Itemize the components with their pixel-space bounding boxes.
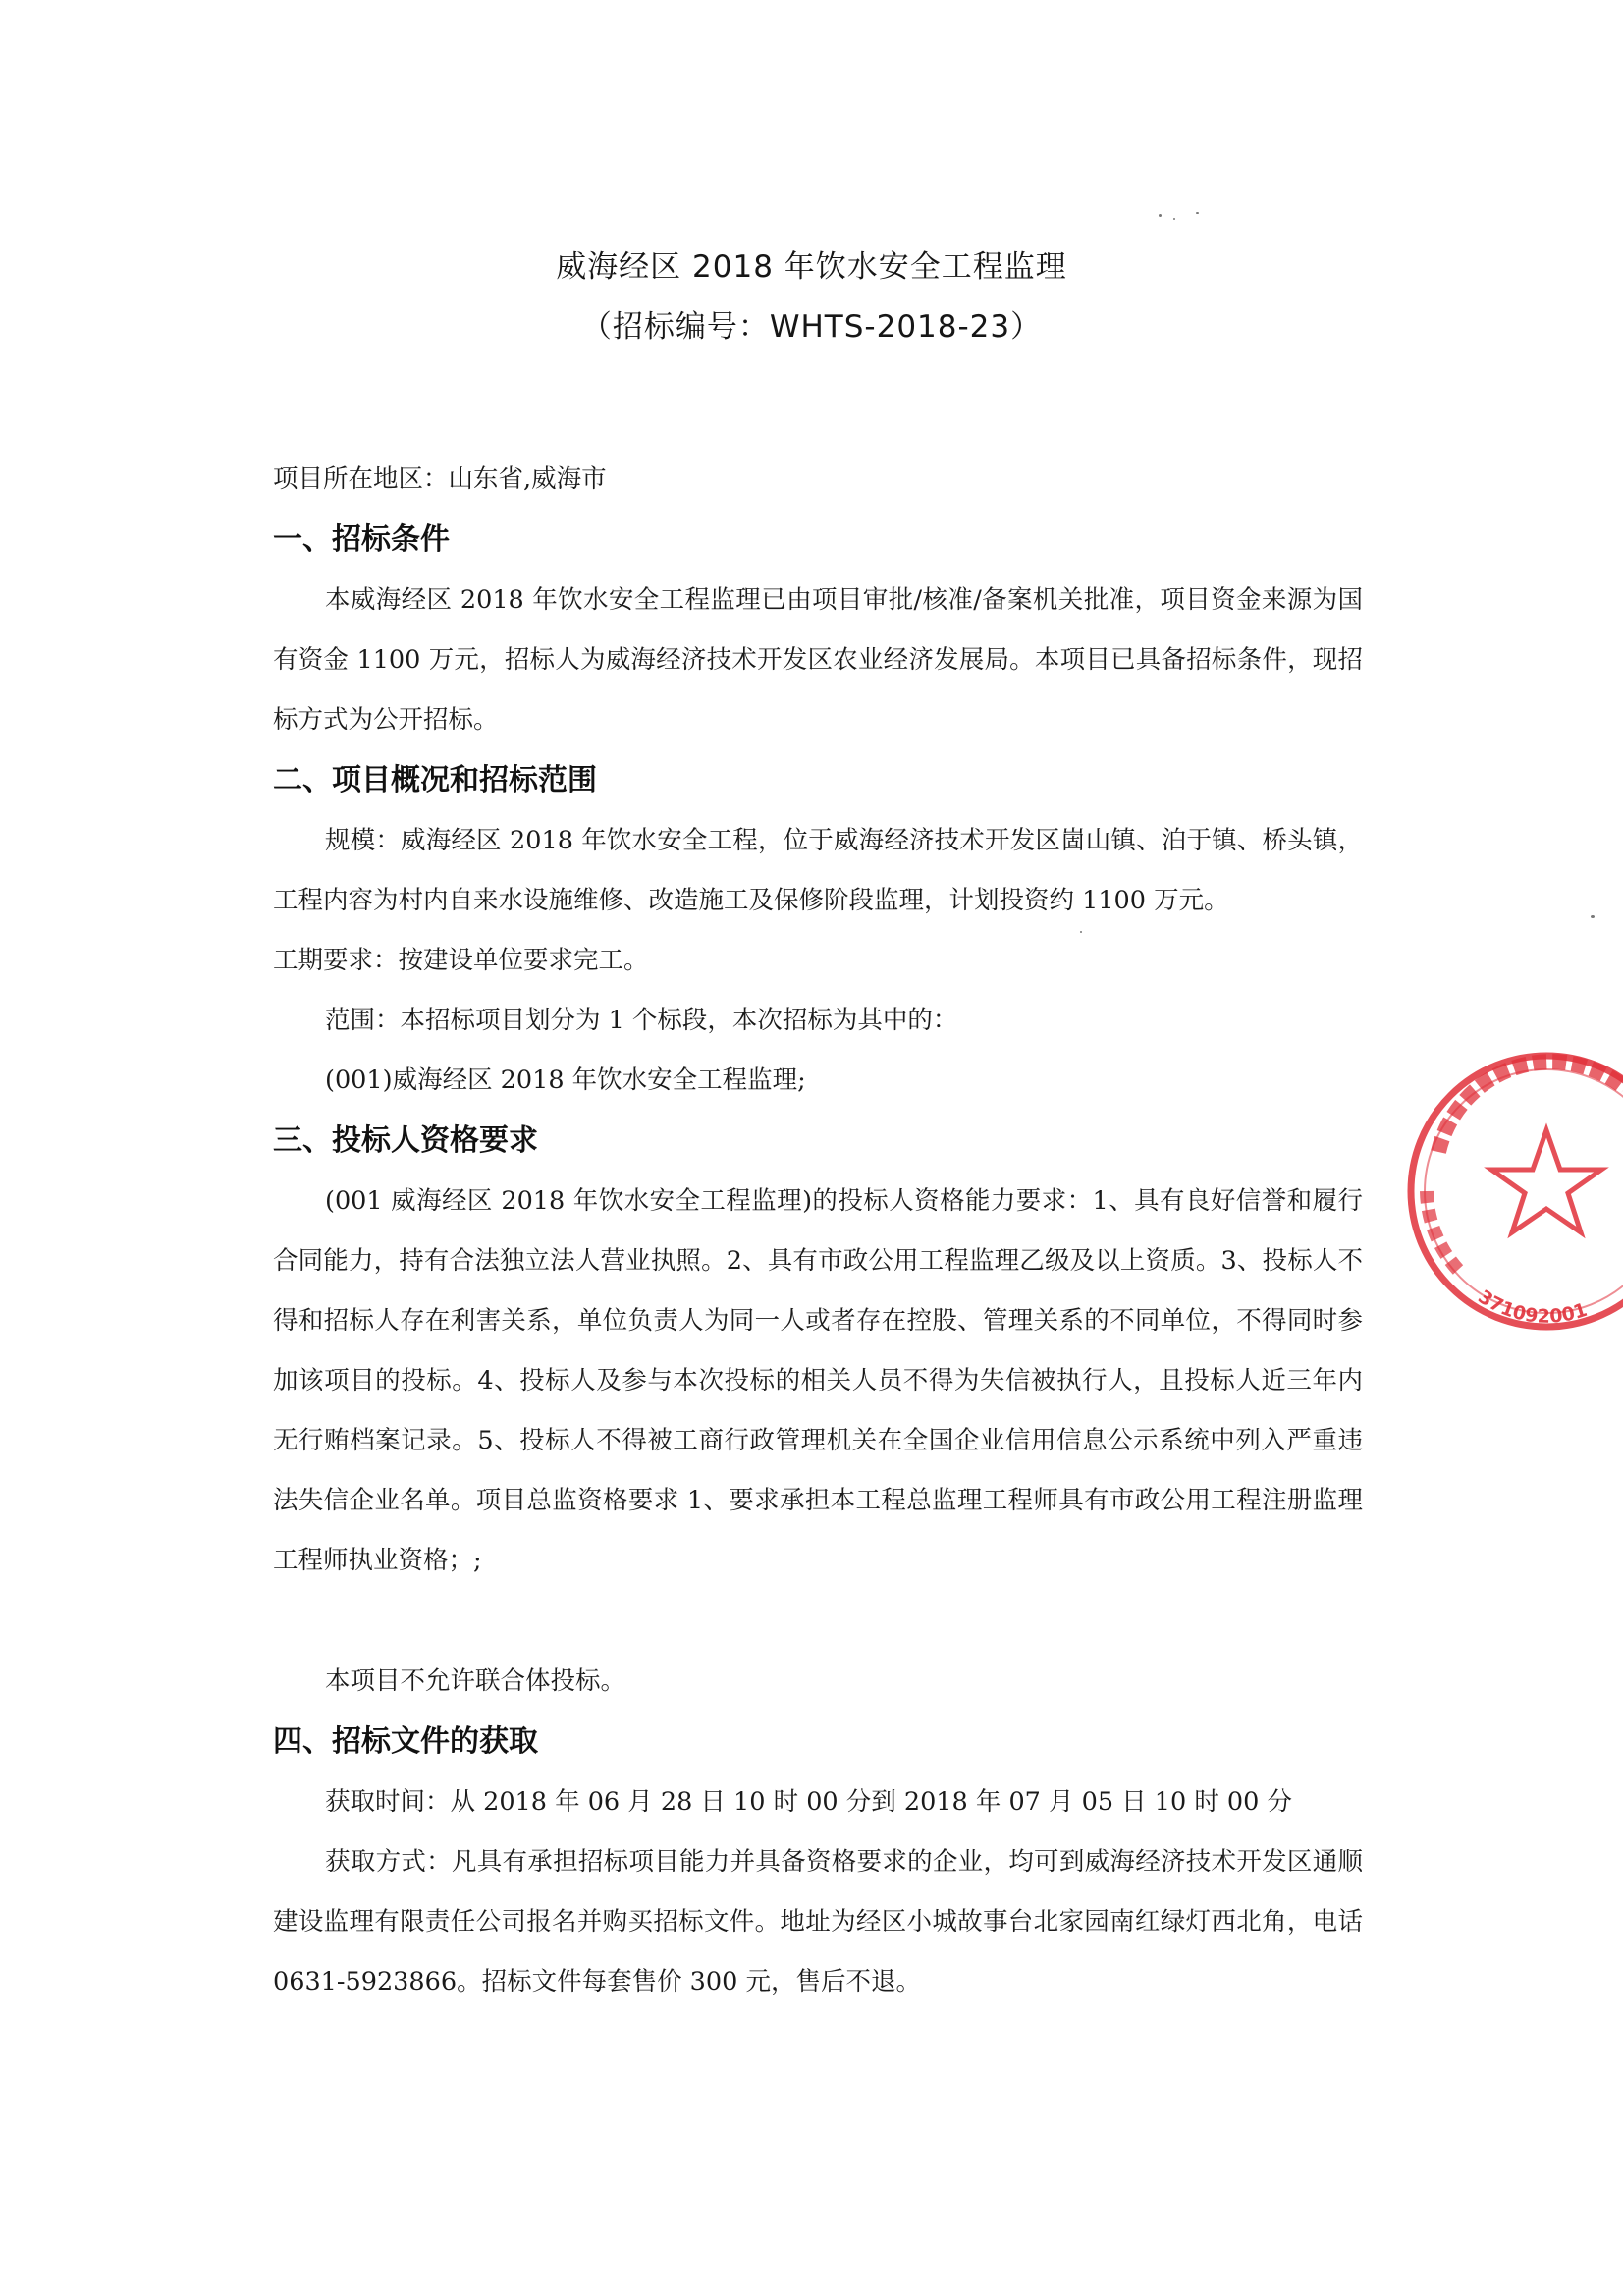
scan-speck	[1196, 212, 1199, 214]
scale-paragraph: 规模：威海经区 2018 年饮水安全工程，位于威海经济技术开发区崮山镇、泊于镇、桥头镇，工程内容为村内自来水设施维修、改造施工及保修阶段监理，计划投资约 1100 万元。	[273, 826, 1363, 915]
svg-text:371092001	[1474, 1285, 1590, 1327]
lot-paragraph: (001)威海经区 2018 年饮水安全工程监理;	[325, 1066, 806, 1095]
acquisition-method-paragraph: 获取方式：凡具有承担招标项目能力并具备资格要求的企业，均可到威海经济技术开发区通顺建设监理有限责任公司报名并购买招标文件。地址为经区小城故事台北家园南红绿灯西北角，电话 0631-5923866。招标文件每套售价 300 元，售后不退。	[273, 1847, 1363, 1996]
blank-line	[273, 1591, 1363, 1652]
document-title: 威海经区 2018 年饮水安全工程监理	[556, 249, 1067, 285]
project-location: 项目所在地区：山东省,威海市	[273, 465, 607, 494]
qualification-paragraph: (001 威海经区 2018 年饮水安全工程监理)的投标人资格能力要求：1、具有良好信誉和履行合同能力，持有合法独立法人营业执照。2、具有市政公用工程监理乙级及以上资质。3、投标人不得和招标人存在利害关系，单位负责人为同一人或者存在控股、管理关系的不同单位，不得同时参加该项目的投标。4、投标人及参与本次投标的相关人员不得为失信被执行人，且投标人近三年内无行贿档案记录。5、投标人不得被工商行政管理机关在全国企业信用信息公示系统中列入严重违法失信企业名单。项目总监资格要求 1、要求承担本工程总监理工程师具有市政公用工程注册监理工程师执业资格；;	[273, 1186, 1363, 1575]
section-heading-4: 四、招标文件的获取	[273, 1724, 538, 1759]
scan-speck	[1173, 218, 1175, 220]
official-seal	[1399, 1044, 1623, 1339]
section-heading-1: 一、招标条件	[273, 522, 450, 557]
scope-paragraph: 范围：本招标项目划分为 1 个标段，本次招标为其中的：	[325, 1006, 958, 1035]
tender-number: （招标编号：WHTS-2018-23）	[580, 309, 1043, 345]
consortium-paragraph: 本项目不允许联合体投标。	[325, 1667, 626, 1696]
scan-speck	[1591, 915, 1595, 918]
section-heading-3: 三、投标人资格要求	[273, 1123, 538, 1158]
seal-code: 371092001	[1474, 1285, 1591, 1328]
section-heading-2: 二、项目概况和招标范围	[273, 763, 597, 797]
section-1-paragraph: 本威海经区 2018 年饮水安全工程监理已由项目审批/核准/备案机关批准，项目资金来源为国有资金 1100 万元，招标人为威海经济技术开发区农业经济发展局。本项目已具备招标条件，现招标方式为公开招标。	[273, 585, 1363, 735]
document-body	[273, 450, 1363, 2012]
acquisition-time-paragraph: 获取时间：从 2018 年 06 月 28 日 10 时 00 分到 2018 年 07 月 05 日 10 时 00 分	[325, 1787, 1292, 1817]
scan-speck	[1159, 214, 1162, 217]
star-icon	[1491, 1130, 1601, 1232]
schedule-paragraph: 工期要求：按建设单位要求完工。	[273, 946, 649, 975]
